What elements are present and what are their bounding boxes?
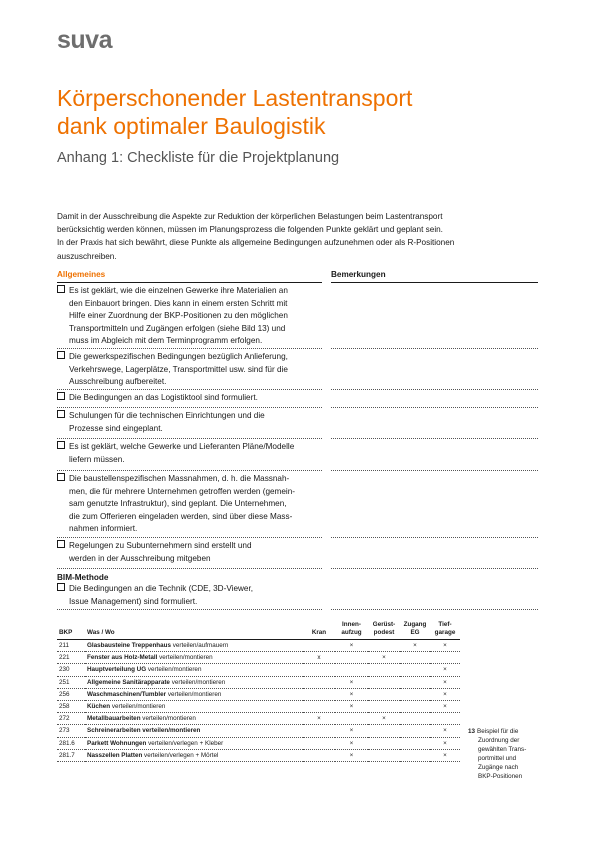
row-separator [57,407,322,408]
table-row: 251 Allgemeine Sanitärapparate verteilen/montieren × × [57,676,460,688]
table-row: 256 Waschmaschinen/Tumbler verteilen/montieren × × [57,688,460,700]
checkbox[interactable] [57,285,65,293]
row-separator [331,609,538,610]
intro-paragraph [57,210,537,263]
intro-line: berücksichtig werden können, müssen im Planungsprozess die folgenden Punkte geklärt und geplant sein. [57,225,443,235]
checkbox[interactable] [57,540,65,548]
row-separator [331,438,538,439]
figure-number: 13 [468,728,476,735]
row-separator [331,568,538,569]
row-separator [331,537,538,538]
title-line-1: Körperschonender Lastentransport [57,85,413,111]
bim-heading: BIM-Methode [57,573,109,582]
intro-line: auszuschreiben. [57,251,117,261]
checkbox[interactable] [57,473,65,481]
checklist-item: Es ist geklärt, wie die einzelnen Gewerke ihre Materialien an den Einbauort bringen. Dies kann in einem ersten Schritt mit Hilfe einer Zuordnung der BKP-Positionen zu den möglichen Transportmitteln und Zugängen erfolgen (siehe Bild 13) und muss im Abgleich mit dem Terminprogramm erfolgen. [57,285,322,348]
header-tiefgarage: Tief- garage [434,621,456,636]
row-separator [57,438,322,439]
checkbox[interactable] [57,441,65,449]
title-line-2: dank optimaler Baulogistik [57,113,326,139]
row-separator [331,348,538,349]
header-zugang-eg: Zugang EG [403,621,427,636]
checklist-item: Schulungen für die technischen Einrichtungen und die Prozesse sind eingeplant. [57,410,322,435]
header-was-wo: Was / Wo [87,629,115,636]
checkbox[interactable] [57,410,65,418]
row-separator [57,470,322,471]
suva-logo: suva [57,26,112,54]
row-separator [57,389,322,390]
table-row: 272 Metallbauarbeiten verteilen/montieren × × [57,713,460,725]
row-separator [57,348,322,349]
checkbox[interactable] [57,351,65,359]
checklist-item: Regelungen zu Subunternehmern sind erstellt und werden in der Ausschreibung mitgeben [57,540,322,565]
checklist-item: Es ist geklärt, welche Gewerke und Lieferanten Pläne/Modelle liefern müssen. [57,441,322,466]
table-row: 273 Schreinerarbeiten verteilen/montieren × × [57,725,460,737]
table-header-row [57,621,460,640]
row-separator [331,470,538,471]
figure-caption: 13 Beispiel für die Zuordnung der gewählten Trans- portmittel und Zugänge nach BKP-Positionen [468,728,527,780]
table-row: 230 Hauptverteilung UG verteilen/montieren × [57,664,460,676]
checklist-item: Die Bedingungen an das Logistiktool sind formuliert. [57,392,322,405]
header-innenaufzug: Innen- aufzug [341,621,362,636]
page-subtitle: Anhang 1: Checkliste für die Projektplanung [57,150,340,166]
checklist-item: Die baustellenspezifischen Massnahmen, d. h. die Massnah- men, die für mehrere Unternehmen getroffen werden (gemein- sam genutzte Infrastruktur), sind geplant. Die Unternehmen, die zum Offerieren eingeladen werden, sind über diese Mass- nahmen informiert. [57,473,322,536]
row-separator [57,609,322,610]
intro-line: In der Praxis hat sich bewährt, diese Punkte als allgemeine Bedingungen aufzunehmen oder als R-Positionen [57,238,455,248]
bkp-table [57,621,460,762]
header-geruestpodest: Gerüst- podest [372,621,396,636]
intro-line: Damit in der Ausschreibung die Aspekte zur Reduktion der körperlichen Belastungen beim Lastentransport [57,212,443,221]
heading-rule-right [331,282,538,283]
header-kran: Kran [311,629,327,636]
table-row: 281.6 Parkett Wohnungen verteilen/verlegen + Kleber × × [57,737,460,749]
row-separator [57,568,322,569]
table-row: 211 Glasbausteine Treppenhaus verteilen/aufmauern × × × [57,640,460,652]
heading-rule-left [57,282,322,283]
row-separator [331,389,538,390]
table-row: 221 Fenster aus Holz-Metall verteilen/montieren x × [57,652,460,664]
column-heading-general: Allgemeines [57,270,106,279]
row-separator [331,407,538,408]
table-row: 258 Küchen verteilen/montieren × × [57,700,460,712]
header-bkp: BKP [59,629,73,636]
checkbox[interactable] [57,583,65,591]
column-heading-remarks: Bemerkungen [331,270,386,279]
checklist-item-bim: Die Bedingungen an die Technik (CDE, 3D-Viewer, Issue Management) sind formuliert. [57,583,322,608]
row-separator [57,537,322,538]
page-title [57,84,537,140]
checklist-item: Die gewerkspezifischen Bedingungen bezüglich Anlieferung, Verkehrswege, Lagerplätze, Transportmittel usw. sind für die Ausschreibung aufbereitet. [57,351,322,389]
checkbox[interactable] [57,392,65,400]
table-row: 281.7 Nasszellen Platten verteilen/verlegen + Mörtel × × [57,749,460,761]
